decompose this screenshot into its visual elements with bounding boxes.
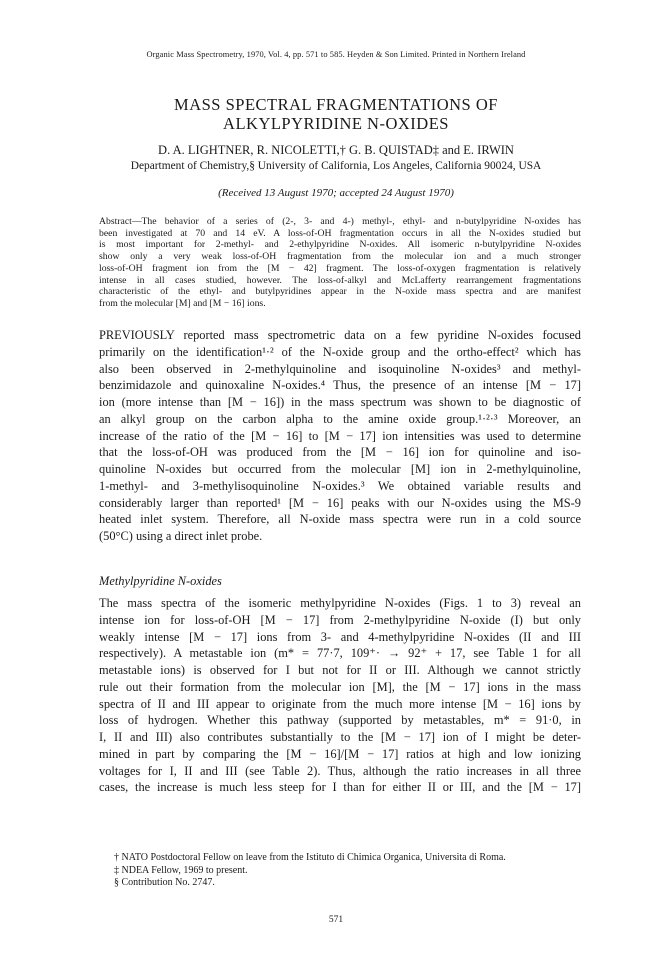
body-line: voltages for I, II and III (see Table 2). Thus, although the ratio increases in all three bbox=[99, 763, 581, 778]
page-number: 571 bbox=[328, 915, 344, 925]
body-line: also been observed in 2-methylquinoline and isoquinoline N-oxides³ and methyl- bbox=[99, 361, 581, 376]
body-line: (50°C) using a direct inlet probe. bbox=[99, 529, 263, 543]
footnotes bbox=[114, 852, 584, 890]
article-title bbox=[0, 95, 672, 133]
abstract-line: characteristic of the ethyl- and butylpyridines appear in the N-oxide mass spectra and are manifest bbox=[99, 286, 581, 298]
body-line: mined in part by comparing the [M − 16]/[M − 17] ratios at high and low ionizing bbox=[99, 746, 581, 761]
body-line: benzimidazole and quinoxaline N-oxides.⁴ Thus, the presence of an intense [M − 17] bbox=[99, 378, 581, 393]
body-line: that the loss-of-OH was produced from the [M − 16] ion for quinoline and iso- bbox=[99, 445, 581, 460]
abstract bbox=[99, 216, 581, 310]
body-line: primarily on the identification¹·² of the N-oxide group and the ortho-effect² which has bbox=[99, 344, 581, 359]
running-head: Organic Mass Spectrometry, 1970, Vol. 4, pp. 571 to 585. Heyden & Son Limited. Printed in Northern Ireland bbox=[146, 50, 526, 59]
body-line: intense ion for loss-of-OH [M − 17] from 2-methylpyridine N-oxide (I) but only bbox=[99, 612, 581, 627]
body-line: spectra of II and III appear to originate from the much more intense [M − 16] ions by bbox=[99, 696, 581, 711]
body-line: metastable ions) is observed for I but not for II or III. Although we cannot strictly bbox=[99, 663, 581, 677]
body-line: heated inlet system. Therefore, all N-oxide mass spectra were run in a cold source bbox=[99, 512, 581, 527]
body-line: increase of the ratio of the [M − 16] to [M − 17] ion intensities was used to determine bbox=[99, 428, 581, 443]
abstract-line: from the molecular [M] and [M − 16] ions. bbox=[99, 297, 266, 309]
received-dates: (Received 13 August 1970; accepted 24 August 1970) bbox=[218, 187, 454, 199]
body-line: 1-methyl- and 3-methylisoquinoline N-oxides.³ We obtained variable results and bbox=[99, 478, 581, 493]
author-list: D. A. LIGHTNER, R. NICOLETTI,† G. B. QUISTAD‡ and E. IRWIN bbox=[158, 143, 514, 157]
abstract-line: show only a very weak loss-of-OH fragmentation from the molecular ion and a much stronger bbox=[99, 251, 581, 263]
body-line: cases, the increase is much less steep for I than for either II or III, and the [M − 17] bbox=[99, 780, 581, 795]
body-line: weakly intense [M − 17] ions from 3- and 4-methylpyridine N-oxides (II and III bbox=[99, 629, 581, 644]
body-line: respectively). A metastable ion (m* = 77·7, 109⁺· → 92⁺ + 17, see Table 1 for all bbox=[99, 646, 581, 661]
body-line: I, II and III) also contributes substantially to the [M − 17] ion of I might be deter- bbox=[99, 730, 581, 744]
body-line: quinoline N-oxides but occurred from the molecular [M] ion in 2-methylquinoline, bbox=[99, 462, 581, 476]
body-line: PREVIOUSLY reported mass spectrometric data on a few pyridine N-oxides focused bbox=[99, 328, 581, 342]
abstract-line: loss-of-OH fragment ion from the [M − 42] fragment. The loss-of-oxygen fragmentation is relatively bbox=[99, 262, 581, 274]
body-line: The mass spectra of the isomeric methylpyridine N-oxides (Figs. 1 to 3) reveal an bbox=[99, 596, 581, 610]
abstract-line: Abstract—The behavior of a series of (2-, 3- and 4-) methyl-, ethyl- and n-butylpyridine N-oxides has bbox=[99, 216, 581, 227]
body-line: an alkyl group on the carbon alpha to the amine oxide group.¹·²·³ Moreover, an bbox=[99, 411, 581, 426]
body-line: considerably larger than reported¹ [M − 16] peaks with our N-oxides using the MS-9 bbox=[99, 495, 581, 510]
abstract-line: intense in all cases studied, however. The loss-of-alkyl and McLafferty rearrangement fragmentations bbox=[99, 274, 581, 286]
title-line: ALKYLPYRIDINE N-OXIDES bbox=[223, 114, 449, 133]
affiliation: Department of Chemistry,§ University of California, Los Angeles, California 90024, USA bbox=[130, 160, 542, 172]
abstract-line: is most important for 2-methyl- and 2-ethylpyridine N-oxides. All isomeric n-butylpyridine N-oxides bbox=[99, 239, 581, 251]
body-line: rule out their formation from the molecular ion [M], the [M − 17] ions in the mass bbox=[99, 679, 581, 694]
methylpyridine-paragraph bbox=[99, 595, 581, 796]
footnote: ‡ NDEA Fellow, 1969 to present. bbox=[114, 864, 248, 876]
footnote: § Contribution No. 2747. bbox=[114, 877, 215, 889]
title-line: MASS SPECTRAL FRAGMENTATIONS OF bbox=[174, 95, 498, 114]
body-line: loss of hydrogen. Whether this pathway (supported by metastables, m* = 91·0, in bbox=[99, 713, 581, 728]
abstract-line: been investigated at 70 and 14 eV. A loss-of-OH fragmentation occurs in all the N-oxides studied but bbox=[99, 227, 581, 239]
body-line: ion (more intense than [M − 16]) in the mass spectrum was shown to be diagnostic of bbox=[99, 395, 581, 409]
intro-paragraph bbox=[99, 327, 581, 545]
section-heading: Methylpyridine N-oxides bbox=[99, 574, 222, 588]
footnote: † NATO Postdoctoral Fellow on leave from the Istituto di Chimica Organica, Universita di Roma. bbox=[114, 852, 506, 863]
